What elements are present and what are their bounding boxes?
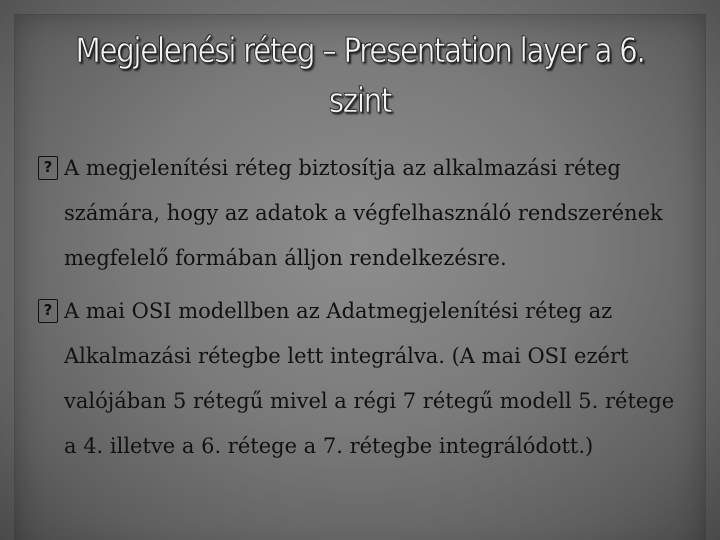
slide-title: Megjelenési réteg – Presentation layer a 6. szint <box>75 31 645 121</box>
bullet-list <box>38 146 680 477</box>
bullet-glyph-icon: ? <box>38 299 58 323</box>
bullet-glyph-icon: ? <box>38 156 58 180</box>
bullet-item <box>38 146 680 281</box>
bullet-item <box>38 289 680 469</box>
bullet-text: A mai OSI modellben az Adatmegjelenítési réteg az Alkalmazási rétegbe lett integrálva. (A mai OSI ezért valójában 5 rétegű mivel a régi 7 rétegű modell 5. rétege a 4. illetve a 6. rétege a 7. rétegbe integrálódott.) <box>64 299 675 458</box>
bullet-text: A megjelenítési réteg biztosítja az alkalmazási réteg számára, hogy az adatok a végfelhasználó rendszerének megfelelő formában álljon rendelkezésre. <box>64 156 663 270</box>
